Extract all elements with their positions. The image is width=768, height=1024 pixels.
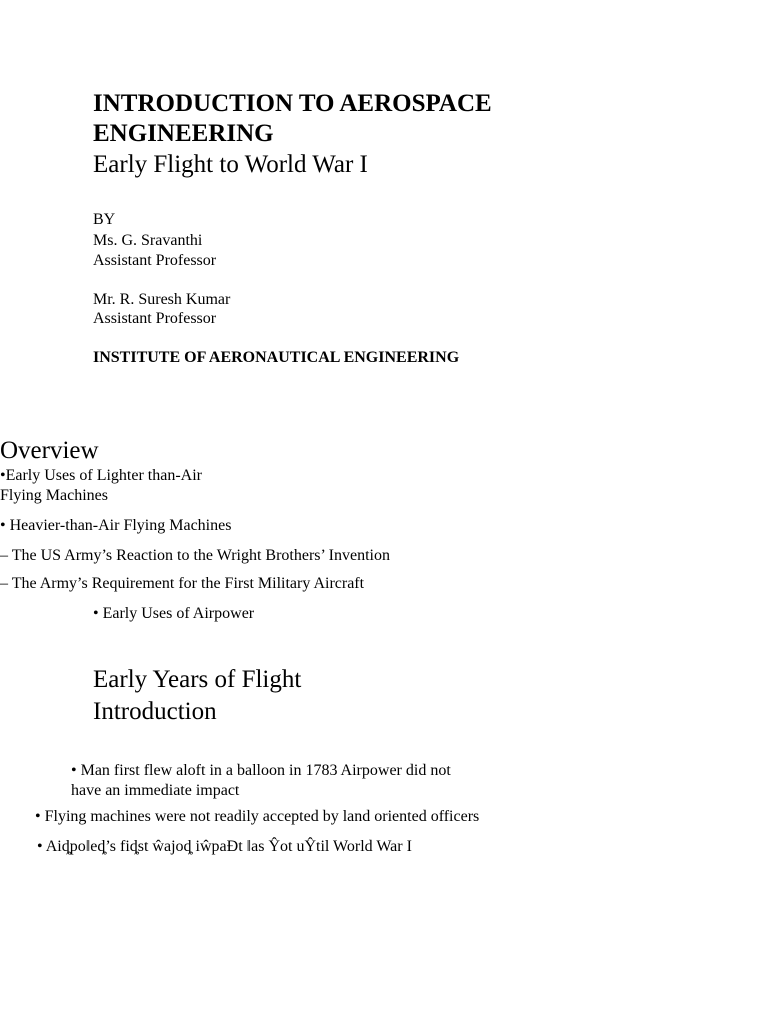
- body-bullet: • Flying machines were not readily accepted by land oriented officers: [35, 808, 480, 825]
- overview-item: • Heavier-than-Air Flying Machines: [0, 517, 232, 534]
- body-bullet-continuation: have an immediate impact: [71, 782, 240, 799]
- author-role: Assistant Professor: [93, 310, 217, 327]
- document-title: INTRODUCTION TO AEROSPACE ENGINEERING: [93, 90, 492, 147]
- section-heading: Introduction: [93, 698, 217, 725]
- overview-item: •Early Uses of Lighter than-Air: [0, 467, 202, 484]
- overview-item: • Early Uses of Airpower: [93, 605, 255, 622]
- by-label: BY: [93, 211, 116, 228]
- document-subtitle: Early Flight to World War I: [93, 151, 368, 178]
- overview-item: Flying Machines: [0, 487, 108, 504]
- body-bullet: • Man first flew aloft in a balloon in 1783 Airpower did not: [71, 762, 451, 779]
- author-role: Assistant Professor: [93, 252, 217, 269]
- author-name: Ms. G. Sravanthi: [93, 232, 203, 249]
- institute-name: INSTITUTE OF AERONAUTICAL ENGINEERING: [93, 349, 460, 366]
- overview-item: – The US Army’s Reaction to the Wright Brothers’ Invention: [0, 547, 390, 564]
- section-heading: Early Years of Flight: [93, 666, 302, 693]
- author-name: Mr. R. Suresh Kumar: [93, 291, 231, 308]
- overview-item: – The Army’s Requirement for the First Military Aircraft: [0, 575, 365, 592]
- body-bullet: • Aiȡpoǁeȡ’s fiȡst ŵajoȡ iŵpaĐt ǁas Ŷot uŶtil World War I: [37, 838, 412, 855]
- overview-heading: Overview: [0, 437, 99, 464]
